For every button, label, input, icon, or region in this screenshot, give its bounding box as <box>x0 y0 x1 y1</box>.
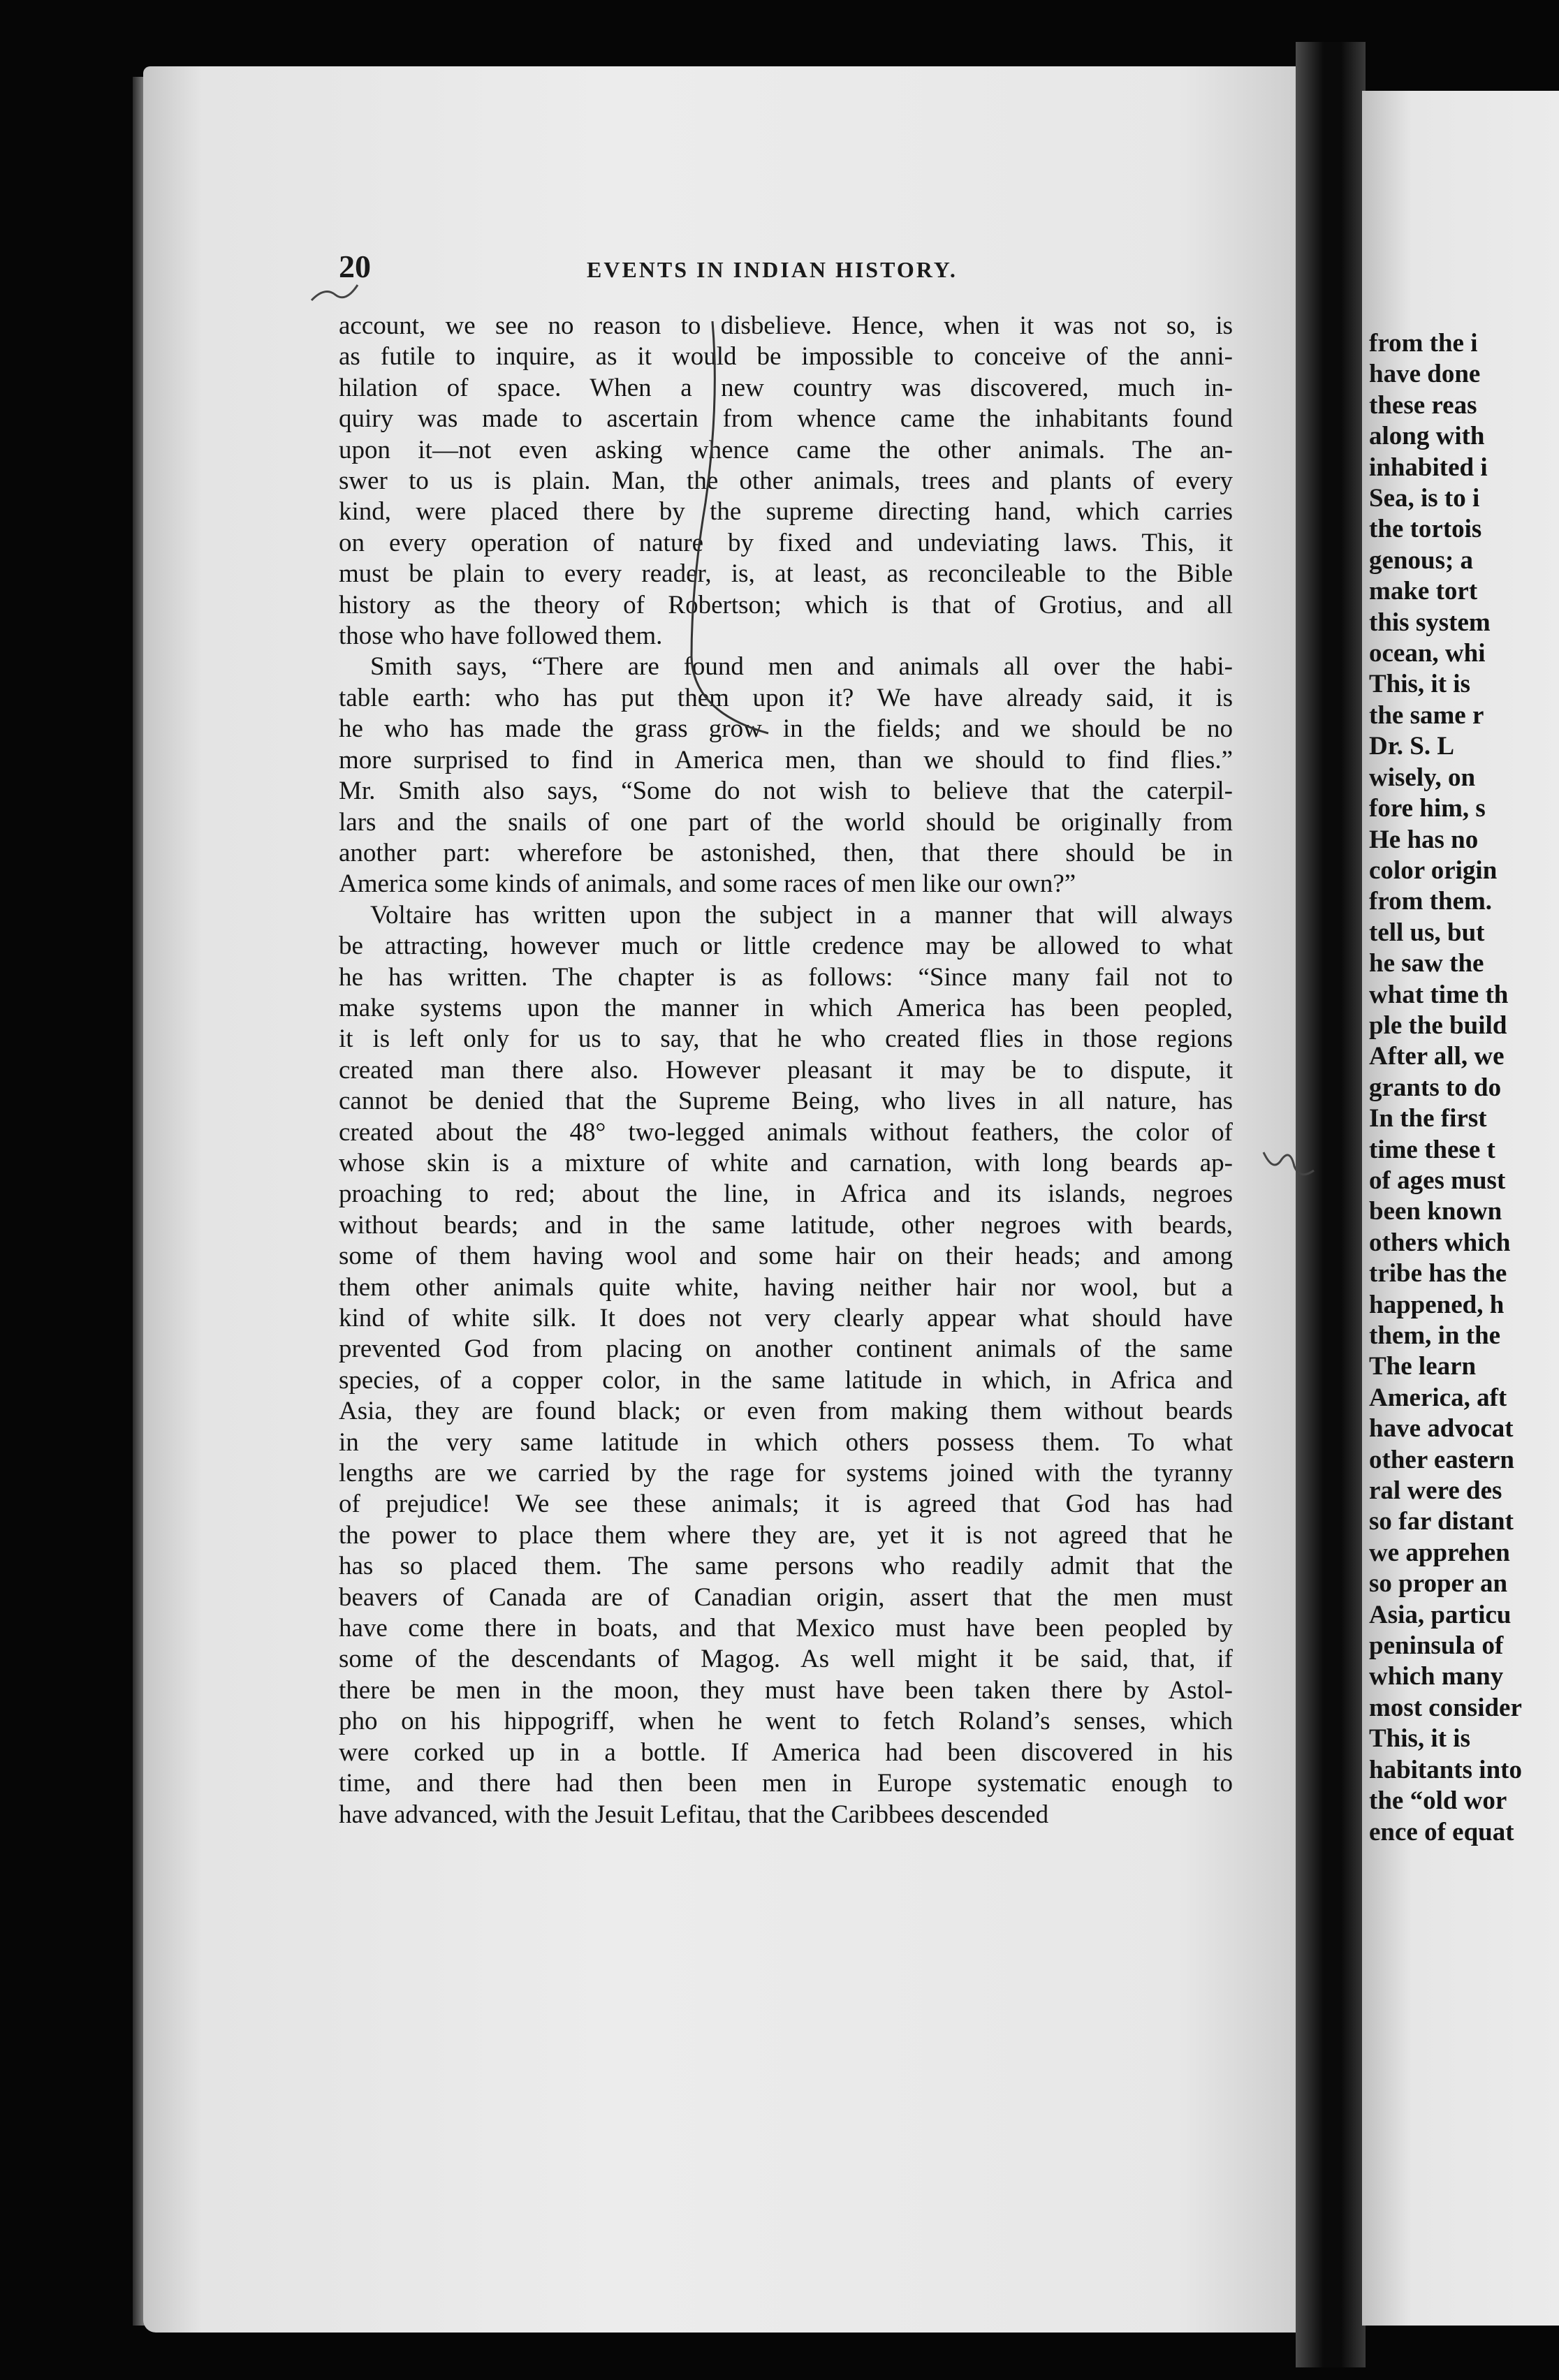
body-text <box>339 311 1233 1830</box>
right-page-line: America, aft <box>1369 1383 1507 1412</box>
text-line: Mr. Smith also says, “Some do not wish to believe that the caterpil- <box>339 777 1233 806</box>
text-line: cannot be denied that the Supreme Being, who lives in all nature, has <box>339 1087 1233 1116</box>
text-line: have come there in boats, and that Mexico must have been peopled by <box>339 1614 1233 1643</box>
right-page-line: happened, h <box>1369 1290 1505 1319</box>
text-line: were corked up in a bottle. If America had been discovered in his <box>339 1738 1233 1767</box>
text-line: must be plain to every reader, is, at least, as reconcileable to the Bible <box>339 559 1233 589</box>
text-line: prevented God from placing on another continent animals of the same <box>339 1335 1233 1364</box>
text-line: history as the theory of Robertson; which is that of Grotius, and all <box>339 590 1233 619</box>
right-page-line: of ages must <box>1369 1166 1506 1195</box>
paragraph <box>339 311 1233 652</box>
right-page-line: habitants into <box>1369 1755 1522 1784</box>
text-line: Asia, they are found black; or even from making them without beards <box>339 1397 1233 1426</box>
paragraph <box>339 652 1233 899</box>
right-page-line: he saw the <box>1369 949 1484 978</box>
text-line: America some kinds of animals, and some races of men like our own?” <box>339 869 1076 899</box>
right-page-text <box>1369 328 1559 1848</box>
text-line: kind of white silk. It does not very clearly appear what should have <box>339 1304 1233 1332</box>
text-line: lars and the snails of one part of the world should be originally from <box>339 807 1233 837</box>
text-line: table earth: who has put them upon it? We have already said, it is <box>339 683 1233 712</box>
right-page-line: these reas <box>1369 390 1477 420</box>
right-page-line: this system <box>1369 608 1491 637</box>
right-page-line: so proper an <box>1369 1569 1508 1599</box>
right-page-line: fore him, s <box>1369 794 1486 823</box>
text-line: make systems upon the manner in which America has been peopled, <box>339 993 1233 1022</box>
right-page-line: most consider <box>1369 1693 1522 1722</box>
right-page-line: Dr. S. L <box>1369 732 1455 761</box>
text-line: on every operation of nature by fixed and undeviating laws. This, it <box>339 528 1233 557</box>
right-page-line: tell us, but <box>1369 918 1485 947</box>
text-line: have advanced, with the Jesuit Lefitau, that the Caribbees descended <box>339 1800 1049 1829</box>
text-line: quiry was made to ascertain from whence came the inhabitants found <box>339 404 1233 434</box>
right-page-line: wisely, on <box>1369 763 1476 792</box>
text-line: species, of a copper color, in the same latitude in which, in Africa and <box>339 1365 1233 1395</box>
right-page-line: the same r <box>1369 700 1484 730</box>
text-line: some of the descendants of Magog. As well might it be said, that, if <box>339 1645 1233 1674</box>
right-page-line: have advocat <box>1369 1414 1514 1444</box>
text-line: has so placed them. The same persons who readily admit that the <box>339 1552 1233 1581</box>
text-line: upon it—not even asking whence came the other animals. The an- <box>339 435 1233 464</box>
text-line: Smith says, “There are found men and animals all over the habi- <box>370 652 1233 682</box>
book-gutter <box>1296 42 1366 2367</box>
text-line: pho on his hippogriff, when he went to fetch Roland’s senses, which <box>339 1707 1233 1736</box>
text-line: kind, were placed there by the supreme directing hand, which carries <box>339 497 1233 527</box>
text-line: Voltaire has written upon the subject in a manner that will always <box>370 900 1233 930</box>
text-line: whose skin is a mixture of white and carnation, with long beards ap- <box>339 1148 1233 1177</box>
right-page-line: time these t <box>1369 1135 1495 1164</box>
text-line: hilation of space. When a new country was discovered, much in- <box>339 373 1233 402</box>
text-line: he who has made the grass grow in the fields; and we should be no <box>339 714 1233 744</box>
right-page-line: been known <box>1369 1197 1502 1226</box>
right-page-line: the tortois <box>1369 515 1482 544</box>
right-page-line: color origin <box>1369 855 1498 885</box>
right-page-line: After all, we <box>1369 1042 1505 1071</box>
right-page-line: Asia, particu <box>1369 1600 1512 1629</box>
right-page-line: which many <box>1369 1662 1504 1691</box>
text-line: it is left only for us to say, that he who created flies in those regions <box>339 1024 1233 1054</box>
right-page-line: In the first <box>1369 1104 1487 1133</box>
right-page-line: make tort <box>1369 577 1478 606</box>
right-page-line: have done <box>1369 360 1481 389</box>
right-page-line: ence of equat <box>1369 1817 1514 1846</box>
page-number: 20 <box>339 249 371 284</box>
right-page-line: grants to do <box>1369 1073 1502 1102</box>
text-line: proaching to red; about the line, in Africa and its islands, negroes <box>339 1180 1233 1209</box>
right-page-line: so far distant <box>1369 1507 1514 1536</box>
right-page-line: from the i <box>1369 329 1478 358</box>
right-page <box>1362 91 1559 2326</box>
text-line: in the very same latitude in which others possess them. To what <box>339 1427 1233 1457</box>
text-line: be attracting, however much or little credence may be allowed to what <box>339 932 1233 961</box>
right-page-line: we apprehen <box>1369 1538 1510 1567</box>
text-line: created about the 48° two-legged animals without feathers, the color of <box>339 1117 1233 1147</box>
right-page-line: ple the build <box>1369 1011 1507 1040</box>
text-line: account, we see no reason to disbelieve. Hence, when it was not so, is <box>339 311 1233 340</box>
right-page-line: along with <box>1369 422 1485 451</box>
right-page-line: genous; a <box>1369 545 1474 575</box>
text-line: created man there also. However pleasant it may be to dispute, it <box>339 1055 1233 1085</box>
right-page-line: what time th <box>1369 980 1509 1009</box>
text-line: there be men in the moon, they must have been taken there by Astol- <box>339 1675 1233 1705</box>
right-page-line: inhabited i <box>1369 453 1488 482</box>
right-page-line: This, it is <box>1369 1724 1470 1754</box>
text-line: them other animals quite white, having neither hair nor wool, but a <box>339 1272 1233 1302</box>
right-page-line: peninsula of <box>1369 1631 1504 1661</box>
paragraph <box>339 900 1233 1830</box>
right-page-line: other eastern <box>1369 1445 1514 1474</box>
text-line: more surprised to find in America men, than we should to find flies.” <box>339 745 1233 774</box>
right-page-line: them, in the <box>1369 1321 1501 1350</box>
text-line: as futile to inquire, as it would be impossible to conceive of the anni- <box>339 342 1233 372</box>
right-page-line: from them. <box>1369 887 1493 916</box>
right-page-line: This, it is <box>1369 670 1470 699</box>
right-page-line: others which <box>1369 1228 1511 1257</box>
right-page-line: tribe has the <box>1369 1259 1507 1288</box>
right-page-line: ocean, whi <box>1369 639 1486 668</box>
text-line: swer to us is plain. Man, the other animals, trees and plants of every <box>339 467 1233 496</box>
text-line: beavers of Canada are of Canadian origin, assert that the men must <box>339 1582 1233 1612</box>
text-line: another part: wherefore be astonished, then, that there should be in <box>339 838 1233 867</box>
right-page-line: The learn <box>1369 1352 1477 1381</box>
text-line: some of them having wool and some hair on their heads; and among <box>339 1242 1233 1271</box>
text-line: without beards; and in the same latitude, other negroes with beards, <box>339 1210 1233 1240</box>
right-page-line: ral were des <box>1369 1476 1502 1506</box>
running-head: EVENTS IN INDIAN HISTORY. <box>587 257 958 282</box>
text-line: time, and there had then been men in Europe systematic enough to <box>339 1769 1233 1798</box>
right-page-line: He has no <box>1369 825 1479 854</box>
right-page-line: Sea, is to i <box>1369 484 1480 513</box>
text-line: of prejudice! We see these animals; it is agreed that God has had <box>339 1490 1233 1519</box>
text-line: he has written. The chapter is as follows: “Since many fail not to <box>339 962 1233 992</box>
text-line: lengths are we carried by the rage for systems joined with the tyranny <box>339 1459 1233 1488</box>
text-line: the power to place them where they are, yet it is not agreed that he <box>339 1520 1233 1550</box>
right-page-line: the “old wor <box>1369 1786 1507 1816</box>
text-line: those who have followed them. <box>339 622 663 651</box>
